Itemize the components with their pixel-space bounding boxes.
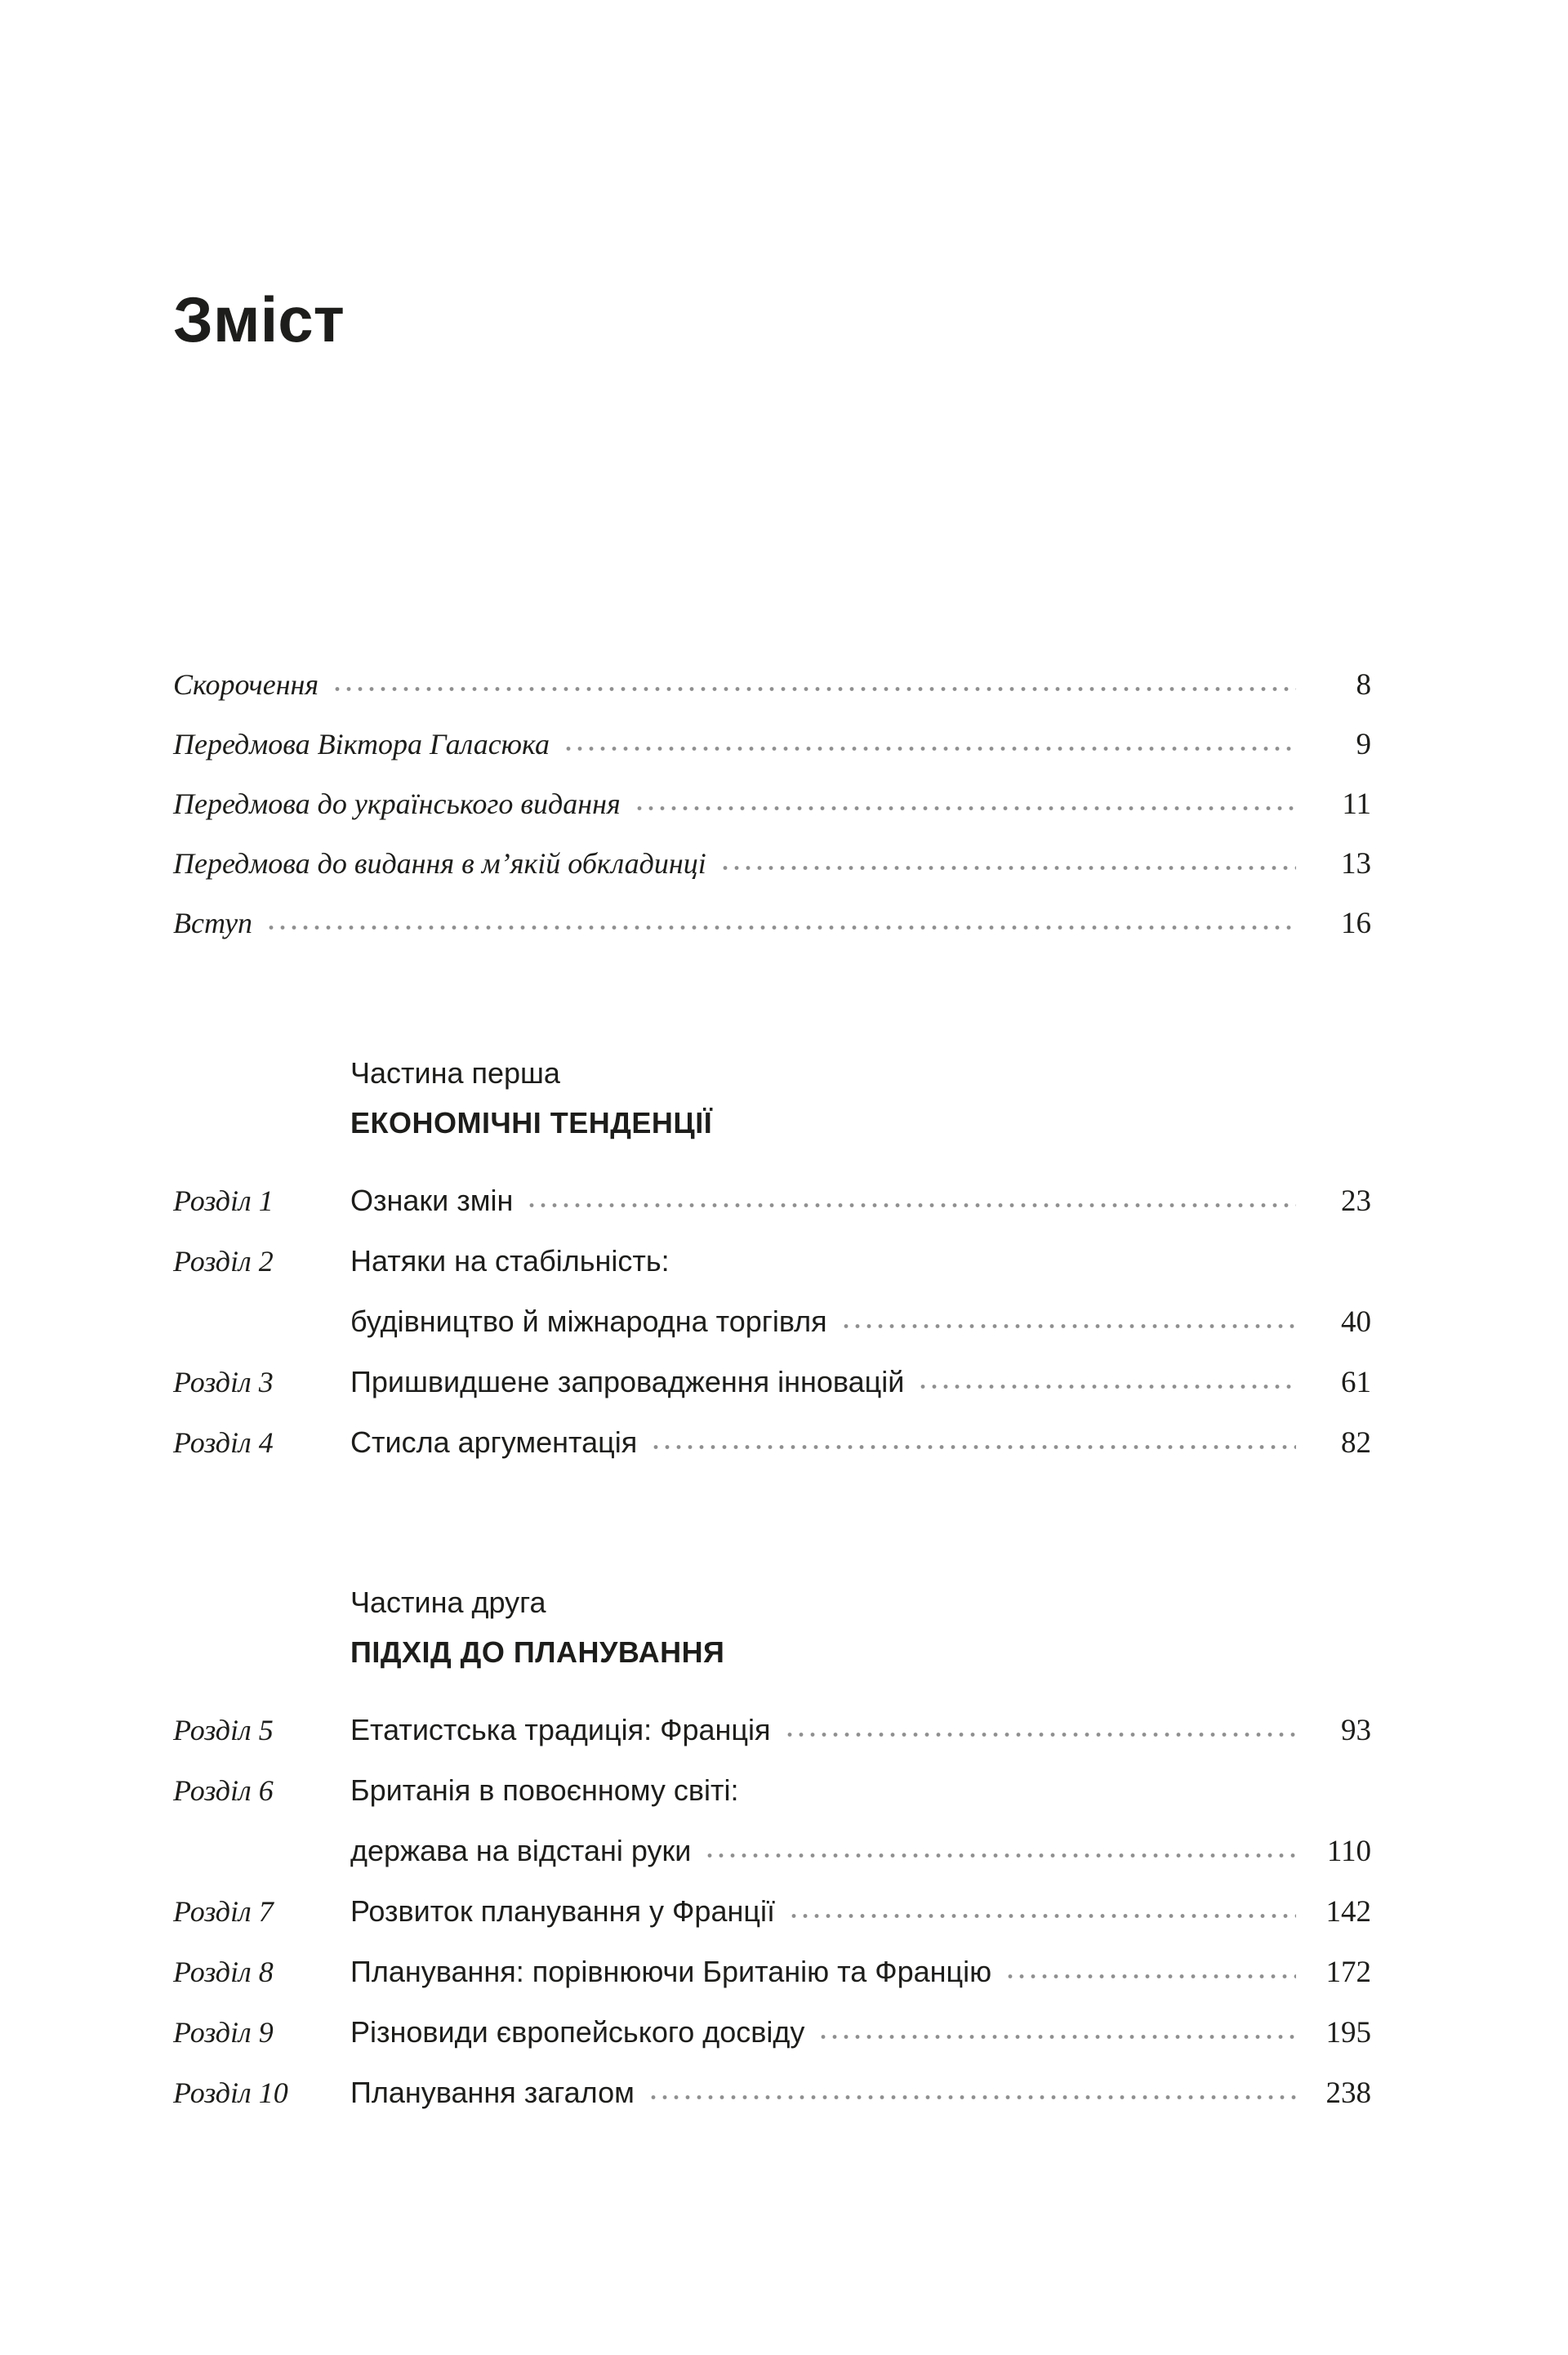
page-number: 11 <box>1342 787 1371 821</box>
page-number: 61 <box>1341 1366 1371 1399</box>
part1-kicker: Частина перша <box>350 1056 560 1090</box>
toc-row-ch1 <box>173 1171 1371 1231</box>
front-matter-list <box>173 655 1371 953</box>
chapter-title-continued: держава на відстані руки <box>350 1834 692 1867</box>
dotted-leader <box>526 1200 1296 1211</box>
dotted-leader <box>817 2032 1296 2042</box>
part2-heading-block <box>173 1577 1371 1677</box>
entry-title: Передмова до українського видання <box>173 787 621 820</box>
dotted-leader <box>634 803 1296 814</box>
chapter-label: Розділ 2 <box>173 1245 274 1278</box>
part1-heading: ЕКОНОМІЧНІ ТЕНДЕНЦІЇ <box>350 1106 713 1140</box>
chapter-title: Планування загалом <box>350 2076 635 2109</box>
page-number: 82 <box>1341 1426 1371 1460</box>
chapter-label: Розділ 7 <box>173 1895 274 1928</box>
page-number: 16 <box>1341 907 1371 940</box>
page-title: Зміст <box>173 283 345 355</box>
part2-heading: ПІДХІД ДО ПЛАНУВАННЯ <box>350 1635 725 1669</box>
page-number: 23 <box>1341 1184 1371 1218</box>
dotted-leader <box>648 2092 1296 2103</box>
toc-row-ch3 <box>173 1352 1371 1412</box>
toc-row-front-0 <box>173 655 1371 715</box>
page-number: 13 <box>1341 847 1371 881</box>
chapter-label: Розділ 10 <box>173 2076 288 2109</box>
page-number: 110 <box>1326 1835 1371 1868</box>
page-number: 172 <box>1325 1956 1371 1989</box>
chapter-title: Різновиди європейського досвіду <box>350 2015 805 2049</box>
toc-row-ch9 <box>173 2002 1371 2063</box>
chapter-title: Британія в повоєнному світі: <box>350 1773 739 1807</box>
page-number: 40 <box>1341 1305 1371 1339</box>
chapter-title: Стисла аргументація <box>350 1425 638 1459</box>
page-number: 8 <box>1356 668 1371 702</box>
chapter-label: Розділ 4 <box>173 1426 274 1459</box>
toc-row-ch7 <box>173 1881 1371 1942</box>
chapter-label: Розділ 1 <box>173 1184 274 1217</box>
part1-chapter-list <box>173 1171 1371 1473</box>
page-number: 142 <box>1325 1895 1371 1929</box>
chapter-title: Планування: порівнюючи Британію та Францію <box>350 1955 992 1988</box>
chapter-title: Розвиток планування у Франції <box>350 1894 775 1928</box>
entry-title: Вступ <box>173 907 253 939</box>
toc-row-ch6-line2 <box>173 1821 1371 1881</box>
entry-title: Скорочення <box>173 668 319 701</box>
page-number: 9 <box>1356 728 1371 761</box>
dotted-leader <box>784 1729 1297 1740</box>
toc-row-ch8 <box>173 1942 1371 2002</box>
dotted-leader <box>788 1911 1296 1921</box>
entry-title: Передмова Віктора Галасюка <box>173 728 550 760</box>
dotted-leader <box>1004 1971 1296 1982</box>
chapter-label: Розділ 9 <box>173 2016 274 2049</box>
chapter-title: Етатистська традиція: Франція <box>350 1713 771 1746</box>
part1-heading-block <box>173 1048 1371 1148</box>
toc-row-ch10 <box>173 2063 1371 2123</box>
dotted-leader <box>840 1321 1296 1331</box>
toc-row-ch5 <box>173 1700 1371 1760</box>
chapter-label: Розділ 5 <box>173 1714 274 1746</box>
toc-row-front-3 <box>173 834 1371 894</box>
dotted-leader <box>719 863 1296 873</box>
page-number: 93 <box>1341 1714 1371 1747</box>
toc-row-ch4 <box>173 1412 1371 1473</box>
entry-title: Передмова до видання в м’якій обкладинці <box>173 847 706 880</box>
dotted-leader <box>332 684 1296 694</box>
chapter-title: Пришвидшене запровадження інновацій <box>350 1365 905 1398</box>
dotted-leader <box>563 743 1296 754</box>
page-number: 195 <box>1325 2016 1371 2049</box>
chapter-title: Натяки на стабільність: <box>350 1244 670 1278</box>
dotted-leader <box>917 1381 1296 1392</box>
chapter-label: Розділ 8 <box>173 1956 274 1988</box>
part2-chapter-list <box>173 1700 1371 2123</box>
toc-row-front-1 <box>173 715 1371 774</box>
chapter-title: Ознаки змін <box>350 1184 514 1217</box>
toc-row-ch2-line2 <box>173 1291 1371 1352</box>
dotted-leader <box>704 1850 1296 1861</box>
chapter-label: Розділ 3 <box>173 1366 274 1398</box>
chapter-title-continued: будівництво й міжнародна торгівля <box>350 1305 827 1338</box>
dotted-leader <box>265 922 1296 933</box>
chapter-label: Розділ 6 <box>173 1774 274 1807</box>
dotted-leader <box>650 1442 1296 1452</box>
toc-row-ch2-line1 <box>173 1231 1371 1291</box>
toc-row-front-2 <box>173 774 1371 834</box>
part2-kicker: Частина друга <box>350 1586 546 1619</box>
page-number: 238 <box>1325 2076 1371 2110</box>
toc-row-ch6-line1 <box>173 1760 1371 1821</box>
toc-row-front-4 <box>173 894 1371 953</box>
